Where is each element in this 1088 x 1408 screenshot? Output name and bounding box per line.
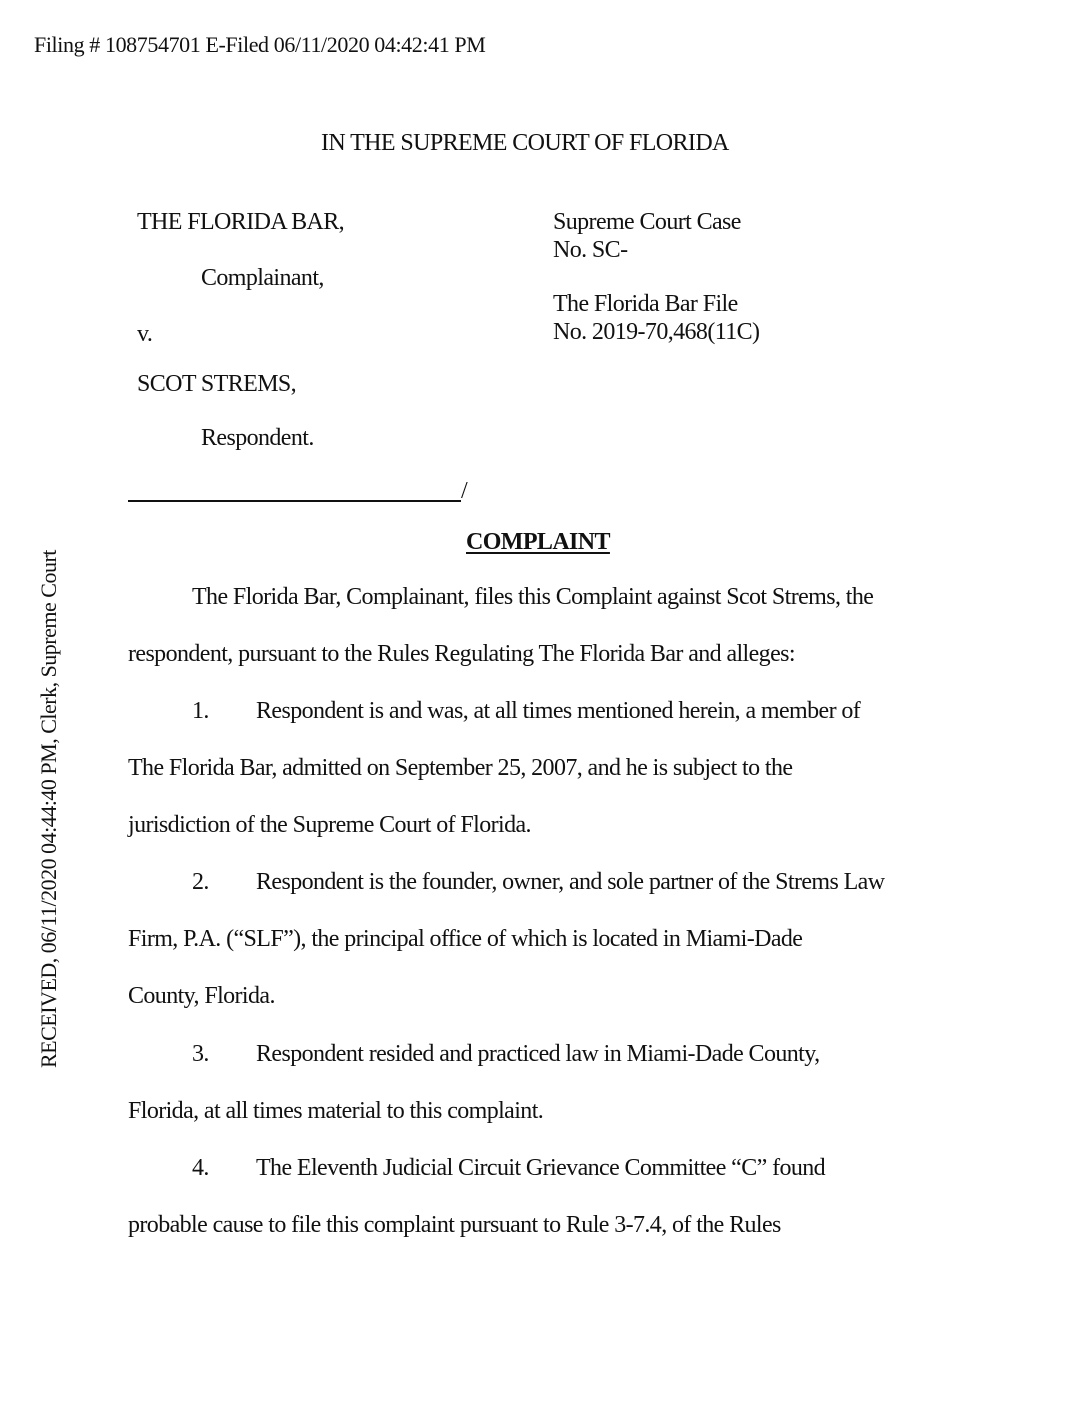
paragraph-number: 1. <box>192 698 209 724</box>
case-label-line-1: Supreme Court Case <box>553 209 741 235</box>
versus: v. <box>137 321 153 347</box>
caption-slash: / <box>461 478 468 504</box>
paragraph-number: 4. <box>192 1155 209 1181</box>
body-line: The Florida Bar, admitted on September 25, 2007, and he is subject to the <box>128 755 793 781</box>
received-stamp: RECEIVED, 06/11/2020 04:44:40 PM, Clerk, Supreme Court <box>36 550 61 1068</box>
bar-file-line-2: No. 2019-70,468(11C) <box>553 319 760 345</box>
complainant-name: THE FLORIDA BAR, <box>137 209 345 235</box>
respondent-name: SCOT STREMS, <box>137 371 297 397</box>
court-title: IN THE SUPREME COURT OF FLORIDA <box>321 130 729 156</box>
case-label-line-2: No. SC- <box>553 237 628 263</box>
body-line: Respondent resided and practiced law in Miami-Dade County, <box>256 1041 820 1067</box>
filing-header: Filing # 108754701 E-Filed 06/11/2020 04:42:41 PM <box>34 32 486 57</box>
paragraph-number: 3. <box>192 1041 209 1067</box>
complainant-role: Complainant, <box>201 265 324 291</box>
caption-rule <box>128 500 461 502</box>
respondent-role: Respondent. <box>201 425 314 451</box>
bar-file-line-1: The Florida Bar File <box>553 291 738 317</box>
body-line: The Eleventh Judicial Circuit Grievance Committee “C” found <box>256 1155 826 1181</box>
body-line: County, Florida. <box>128 983 275 1009</box>
body-line: jurisdiction of the Supreme Court of Florida. <box>128 812 531 838</box>
body-line: respondent, pursuant to the Rules Regulating The Florida Bar and alleges: <box>128 641 795 667</box>
body-line: probable cause to file this complaint pursuant to Rule 3-7.4, of the Rules <box>128 1212 781 1238</box>
body-line: Firm, P.A. (“SLF”), the principal office of which is located in Miami-Dade <box>128 926 803 952</box>
body-line: Florida, at all times material to this complaint. <box>128 1098 544 1124</box>
body-line: Respondent is the founder, owner, and sole partner of the Strems Law <box>256 869 885 895</box>
document-title: COMPLAINT <box>466 529 610 555</box>
body-line: Respondent is and was, at all times mentioned herein, a member of <box>256 698 861 724</box>
paragraph-number: 2. <box>192 869 209 895</box>
body-line: The Florida Bar, Complainant, files this Complaint against Scot Strems, the <box>192 584 874 610</box>
